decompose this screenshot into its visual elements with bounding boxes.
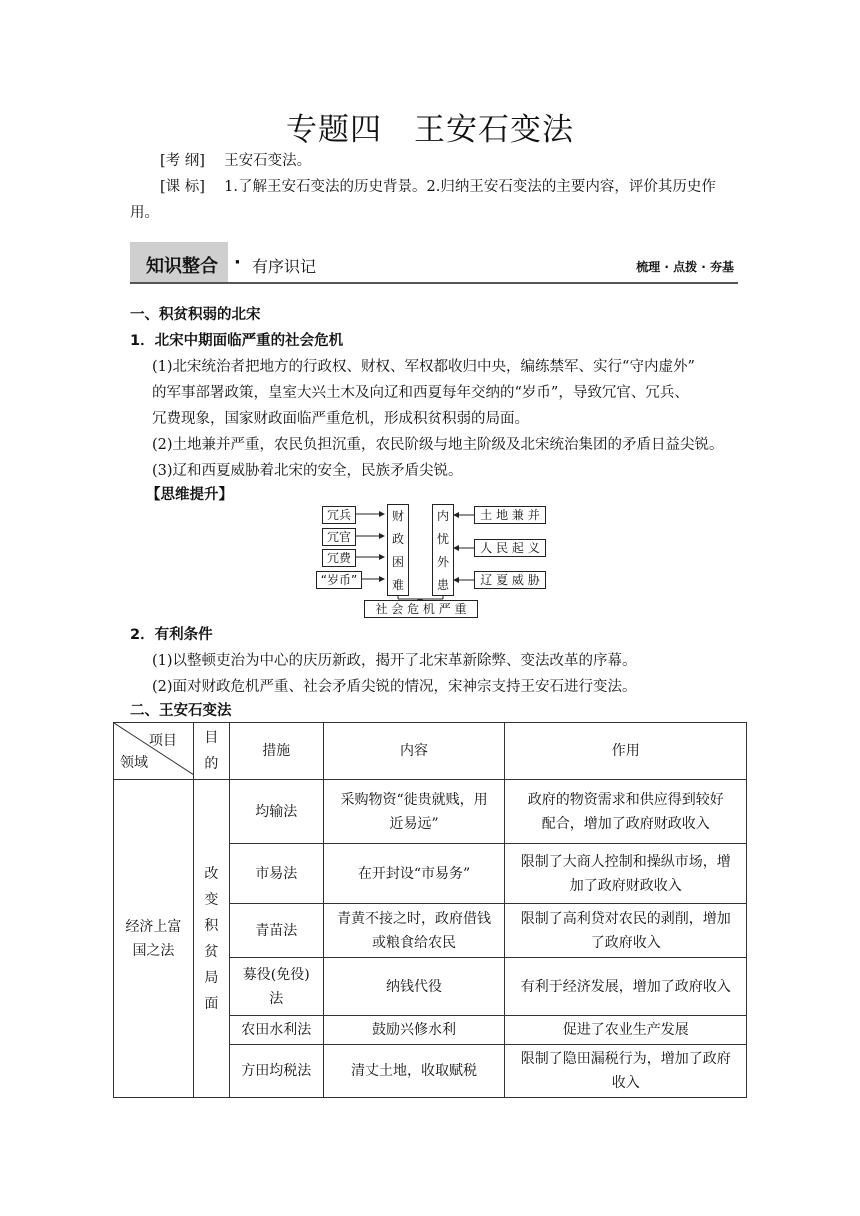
effect-line: 配合，增加了政府财政收入 [541,815,710,832]
header-mudi [193,723,229,780]
content-line: 或粮食给农民 [372,934,457,951]
node-uprising: 人 民 起 义 [474,539,546,557]
effect-cell: 促进了农业生产发展 [505,1016,747,1045]
thinking-label: 【思维提升】 [146,487,233,503]
effect-line: 限制了高利贷对农民的剥削，增加 [520,910,731,927]
effect-cell: 有利于经济发展，增加了政府收入 [505,958,747,1016]
measure-cell: 青苗法 [229,904,323,958]
sub1-p1-line1: (1)北宋统治者把地方的行政权、财权、军权都收归中央，编练禁军、实行“守内虚外” [152,359,695,375]
table-row [114,780,747,844]
header-diagonal-cell [114,723,194,780]
measure-cell: 市易法 [229,844,323,904]
node-internal-external [432,504,454,596]
char: 积 [204,917,219,934]
banner-sub-label: 有序识记 [252,257,317,276]
sub1-heading: 1．北宋中期面临严重的社会危机 [130,333,344,349]
kaogang-text: 王安石变法。 [224,153,312,169]
node-rongguan: 冗官 [322,528,356,546]
node-social-crisis: 社 会 危 机 严 重 [364,600,478,618]
effect-line: 了政府收入 [590,934,661,951]
section2-heading: 二、王安石变法 [130,703,232,719]
kaogang-label: [考 纲] [160,153,205,169]
effect-cell [505,780,747,844]
kebiao-line [160,174,716,200]
reform-table [113,722,747,1098]
kebiao-label: [课 标] [160,179,205,195]
char: 改 [204,865,219,882]
measure-cell: 均输法 [229,780,323,844]
header-cuoshi: 措施 [229,723,323,780]
char: 忧 [436,532,449,546]
header-zuoyong: 作用 [505,723,747,780]
sub1-p1-line2: 的军事部署政策，皇室大兴土木及向辽和西夏每年交纳的“岁币”，导致冗官、冗兵、 [152,385,689,401]
effect-cell [505,904,747,958]
measure-cell: 方田均税法 [229,1045,323,1098]
banner-rule [130,282,738,284]
page-title: 专题四 王安石变法 [286,112,574,148]
sub2-p1: (1)以整顿吏治为中心的庆历新政，揭开了北宋革新除弊、变法改革的序幕。 [152,653,637,669]
header-neirong: 内容 [323,723,505,780]
effect-line: 政府的物资需求和供应得到较好 [527,791,724,808]
char: 贫 [204,943,219,960]
sub2-p2: (2)面对财政危机严重、社会矛盾尖锐的情况，宋神宗支持王安石进行变法。 [152,679,637,695]
content-cell: 在开封设“市易务” [323,844,505,904]
char: 变 [204,891,219,908]
content-cell: 鼓励兴修水利 [323,1016,505,1045]
effect-line: 限制了隐田漏税行为，增加了政府 [520,1051,731,1067]
content-line: 采购物资“徙贵就贱，用 [340,791,488,808]
effect-cell [505,1045,747,1098]
content-cell: 清丈土地，收取赋税 [323,1045,505,1098]
content-line: 近易远” [389,815,439,832]
char: 患 [436,578,449,592]
field-line2: 国之法 [132,942,175,959]
content-cell [323,904,505,958]
crisis-diagram [316,502,548,618]
char: 政 [391,532,404,546]
effect-line: 限制了大商人控制和操纵市场，增 [520,853,731,870]
effect-line: 加了政府财政收入 [569,877,682,894]
char: 内 [436,509,449,523]
node-rongbing: 冗兵 [322,506,356,524]
field-cell [114,780,194,1098]
node-fiscal-difficulty [387,504,409,596]
header-field: 领域 [120,755,148,771]
header-item: 项目 [148,733,177,749]
node-suibi: “岁币” [316,571,362,589]
section1-heading: 一、积贫积弱的北宋 [130,307,261,323]
content-line: 青黄不接之时，政府借钱 [337,910,492,927]
node-rongfei: 冗费 [322,549,356,567]
measure-line: 法 [269,990,284,1007]
sub1-p3: (3)辽和西夏威胁着北宋的安全，民族矛盾尖锐。 [152,463,463,479]
purpose-cell [193,780,229,1098]
sub1-p1-line3: 冗费现象，国家财政面临严重危机，形成积贫积弱的局面。 [152,411,529,427]
measure-line: 募役(免役) [242,966,310,983]
char: 困 [391,555,404,569]
kaogang-line [160,148,311,174]
char: 局 [204,969,219,986]
content-cell: 纳钱代役 [323,958,505,1016]
measure-cell: 农田水利法 [229,1016,323,1045]
content-cell [323,780,505,844]
banner-right-label: 梳理 · 点拨 · 夯基 [636,260,734,274]
node-land-annexation: 土 地 兼 并 [474,506,546,524]
kebiao-text: 1.了解王安石变法的历史背景。2.归纳王安石变法的主要内容，评价其历史作 [224,179,716,195]
field-line1: 经济上富 [125,918,182,935]
effect-cell [505,844,747,904]
node-liao-xia-threat: 辽 夏 威 胁 [474,571,546,589]
measure-cell [229,958,323,1016]
char: 的 [204,756,219,772]
char: 外 [436,555,449,569]
char: 目 [204,730,219,746]
effect-line: 收入 [611,1075,640,1091]
section-banner [130,242,738,284]
sub1-p2: (2)土地兼并严重，农民负担沉重，农民阶级与地主阶级及北宋统治集团的矛盾日益尖锐。 [152,437,724,453]
char: 财 [391,509,404,523]
char: 面 [204,995,219,1012]
kebiao-text-cont: 用。 [130,205,159,221]
sub2-heading: 2．有利条件 [130,627,213,643]
char: 难 [391,578,404,592]
banner-main-label: 知识整合 [146,256,218,277]
banner-dot: · [234,252,241,273]
table-header-row [114,723,747,780]
